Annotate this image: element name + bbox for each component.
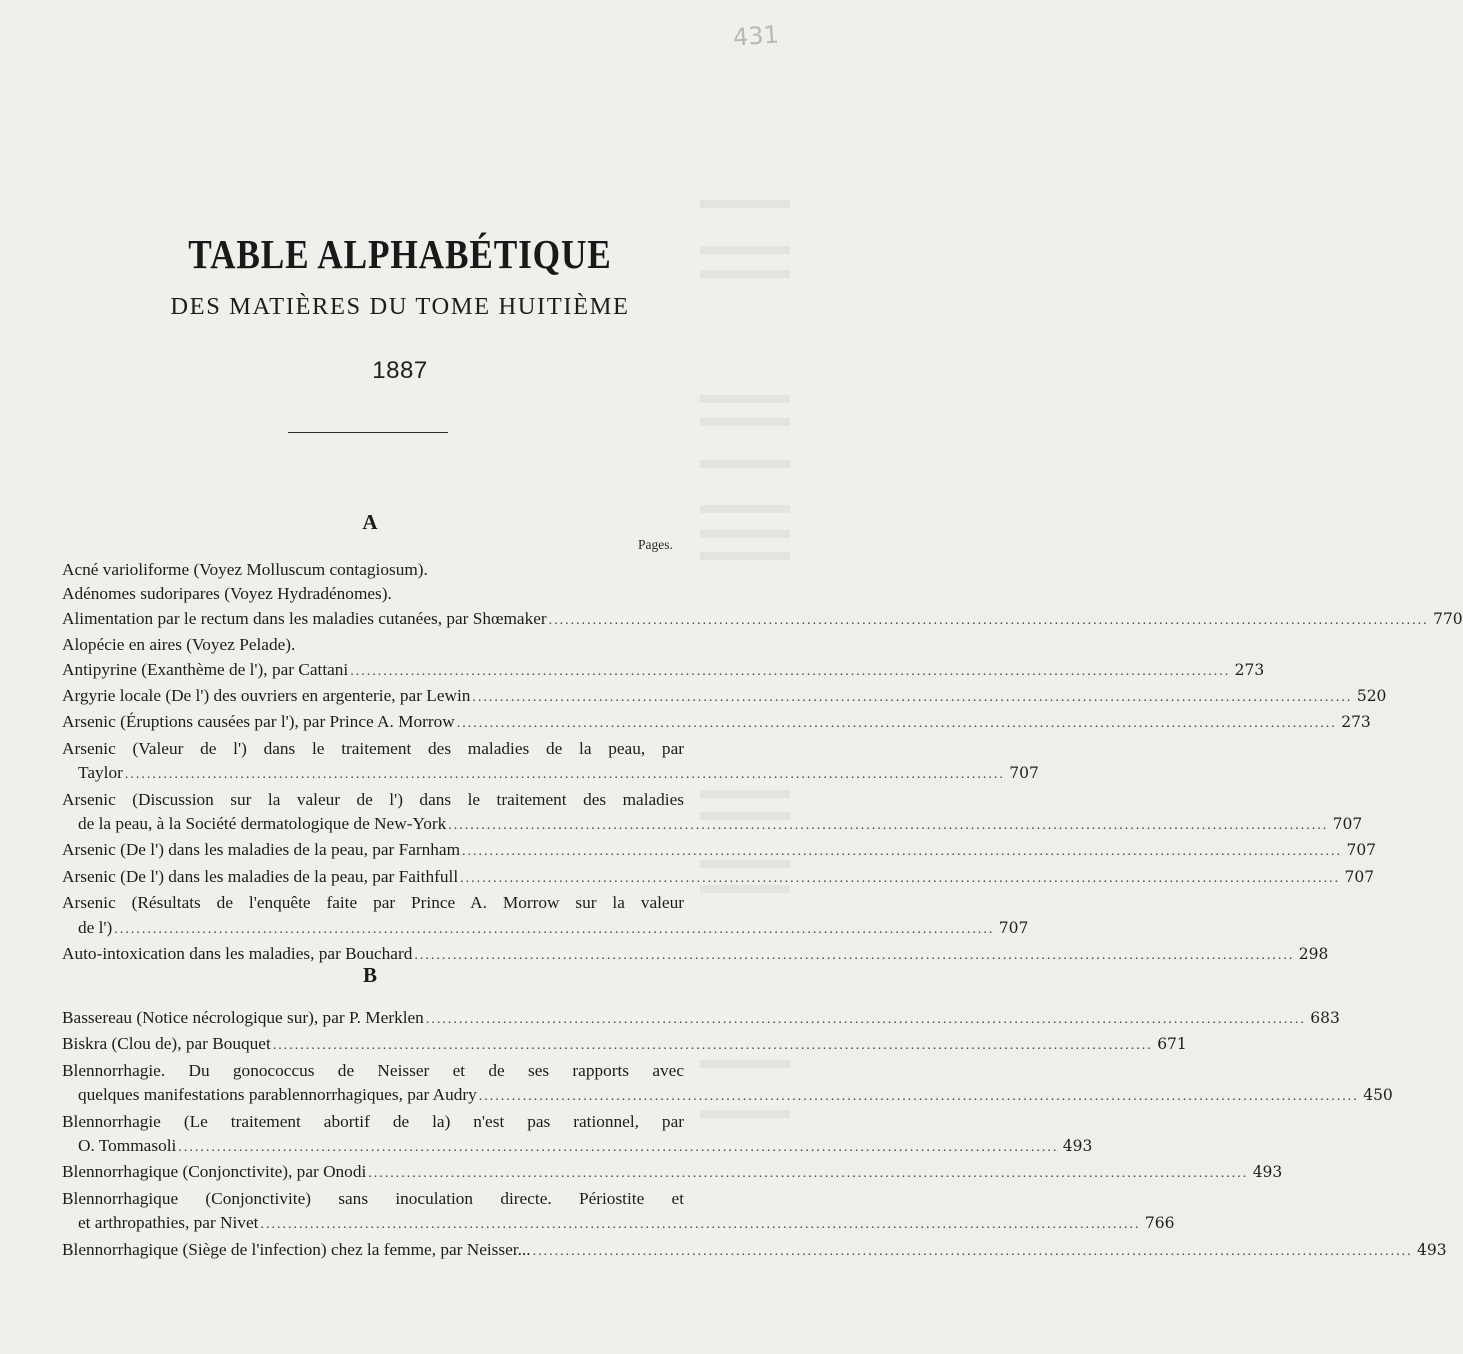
entry-text-line: Arsenic (Valeur de l') dans le traitement des maladies de la peau, par [62, 738, 684, 758]
dot-leader: ................................................................................................................................................................ [532, 1243, 1413, 1259]
entry-title: Arsenic (De l') dans les maladies de la peau, par Farnham [62, 840, 461, 860]
dot-leader: ................................................................................................................................................................ [368, 1166, 1249, 1182]
dot-leader: ................................................................................................................................................................ [350, 663, 1231, 679]
entry-title: de la peau, à la Société dermatologique de New-York [78, 814, 447, 834]
page-number: 707 [1332, 815, 1363, 834]
index-entry [62, 558, 684, 582]
dot-leader: ................................................................................................................................................................ [472, 690, 1353, 706]
pages-column-header: Pages. [638, 537, 673, 552]
section-b-entries [62, 1006, 1447, 1264]
entry-line [62, 1006, 1340, 1032]
entry-line [62, 812, 1363, 838]
entry-line [62, 582, 684, 606]
page-number: 520 [1356, 687, 1387, 706]
entry-line [62, 838, 1377, 864]
entry-title: Blennorrhagique (Siège de l'infection) chez la femme, par Neisser... [62, 1239, 531, 1259]
dot-leader: ................................................................................................................................................................ [124, 767, 1005, 783]
index-entry [62, 1006, 1340, 1032]
entry-title: Arsenic (De l') dans les maladies de la peau, par Faithfull [62, 866, 459, 886]
page-subtitle: DES MATIÈRES DU TOME HUITIÈME [170, 293, 630, 320]
section-letter-b: B [362, 963, 377, 987]
entry-text-line: Blennorrhagie (Le traitement abortif de la) n'est pas rationnel, par [62, 1111, 684, 1131]
entry-text-line: Blennorrhagique (Conjonctivite) sans inoculation directe. Périostite et [62, 1188, 684, 1208]
page-number: 493 [1416, 1240, 1447, 1259]
index-entry [62, 1059, 1393, 1110]
entry-title: O. Tommasoli [78, 1136, 177, 1156]
dot-leader: ................................................................................................................................................................ [462, 844, 1343, 860]
index-entry [62, 710, 1371, 736]
entry-text-line: Arsenic (Résultats de l'enquête faite par Prince A. Morrow sur la valeur [62, 893, 684, 913]
entry-title: Antipyrine (Exanthème de l'), par Cattani [62, 659, 349, 679]
index-entry [62, 865, 1375, 891]
page-number: 298 [1298, 945, 1329, 964]
volume-year: 1887 [372, 357, 428, 384]
dot-leader: ................................................................................................................................................................ [460, 870, 1341, 886]
index-entry [62, 1187, 1175, 1238]
entry-title: Taylor [78, 763, 123, 783]
dot-leader: ................................................................................................................................................................ [548, 612, 1429, 628]
page-number: 707 [998, 918, 1029, 937]
entry-line [62, 1160, 1283, 1186]
dot-leader: ................................................................................................................................................................ [448, 818, 1329, 834]
entry-line [62, 761, 1039, 787]
entry-title: Alimentation par le rectum dans les maladies cutanées, par Shœmaker [62, 608, 547, 628]
dot-leader: ................................................................................................................................................................ [114, 921, 995, 937]
index-entry [62, 684, 1387, 710]
entry-line [62, 710, 1371, 736]
dot-leader: ................................................................................................................................................................ [414, 948, 1295, 964]
dot-leader: ................................................................................................................................................................ [260, 1217, 1141, 1233]
entry-text-line: Arsenic (Discussion sur la valeur de l') dans le traitement des maladies [62, 789, 684, 809]
page-number: 273 [1341, 713, 1371, 732]
entry-title: Blennorrhagique (Conjonctivite), par Onodi [62, 1162, 367, 1182]
entry-line [62, 684, 1387, 710]
entry-title: de l') [78, 917, 113, 937]
title-divider [288, 432, 448, 433]
index-entry [62, 788, 1363, 839]
section-a-entries [62, 558, 1463, 969]
page-number: 707 [1344, 867, 1375, 886]
entry-title: Adénomes sudoripares (Voyez Hydradénomes). [62, 584, 392, 604]
entry-line [62, 916, 1029, 942]
page-number: 671 [1157, 1035, 1187, 1054]
page-number: 493 [1252, 1163, 1283, 1182]
entry-title: Biskra (Clou de), par Bouquet [62, 1034, 271, 1054]
entry-text-line: Blennorrhagie. Du gonococcus de Neisser et de ses rapports avec [62, 1060, 684, 1080]
dot-leader: ................................................................................................................................................................ [425, 1012, 1306, 1027]
dot-leader: ................................................................................................................................................................ [272, 1038, 1153, 1054]
entry-line [62, 633, 684, 657]
entry-line [62, 1032, 1187, 1058]
entry-line [62, 1134, 1093, 1160]
page-number: 766 [1144, 1214, 1175, 1233]
page-number: 450 [1363, 1086, 1393, 1105]
entry-title: Auto-intoxication dans les maladies, par Bouchard [62, 944, 413, 964]
page-number: 493 [1062, 1137, 1093, 1156]
entry-title: Acné varioliforme (Voyez Molluscum contagiosum). [62, 560, 428, 579]
entry-title: quelques manifestations parablennorrhagiques, par Audry [78, 1085, 477, 1105]
index-entry [62, 658, 1265, 684]
dot-leader: ................................................................................................................................................................ [178, 1140, 1059, 1156]
entry-title: Alopécie en aires (Voyez Pelade). [62, 635, 296, 655]
index-entry [62, 633, 684, 657]
index-entry [62, 1160, 1283, 1186]
entry-line [62, 607, 1463, 633]
page-title: TABLE ALPHABÉTIQUE [188, 231, 612, 277]
entry-title: Argyrie locale (De l') des ouvriers en argenterie, par Lewin [62, 686, 471, 706]
index-entry [62, 1238, 1447, 1264]
entry-line [62, 865, 1375, 891]
dot-leader: ................................................................................................................................................................ [456, 716, 1337, 732]
entry-title: Arsenic (Éruptions causées par l'), par Prince A. Morrow [62, 712, 455, 732]
entry-line [62, 1211, 1175, 1237]
page-number: 770 [1433, 609, 1463, 628]
section-letter-a: A [362, 510, 378, 534]
entry-line [62, 658, 1265, 684]
entry-line [62, 1083, 1393, 1109]
index-entry [62, 607, 1463, 633]
index-entry [62, 582, 684, 606]
index-entry [62, 737, 1039, 788]
index-entry [62, 1110, 1093, 1161]
entry-line [62, 1238, 1447, 1264]
index-entry [62, 838, 1377, 864]
index-entry [62, 891, 1029, 942]
index-entry [62, 1032, 1187, 1058]
dot-leader: ................................................................................................................................................................ [478, 1089, 1359, 1105]
page-number: 707 [1009, 764, 1039, 783]
handwritten-annotation: 431 [732, 20, 780, 52]
entry-line [62, 558, 684, 582]
page-number: 707 [1346, 841, 1377, 860]
entry-title: Bassereau (Notice nécrologique sur), par P. Merklen [62, 1008, 424, 1027]
page-number: 273 [1234, 660, 1265, 679]
page-number: 683 [1310, 1009, 1340, 1027]
entry-title: et arthropathies, par Nivet [78, 1213, 259, 1233]
